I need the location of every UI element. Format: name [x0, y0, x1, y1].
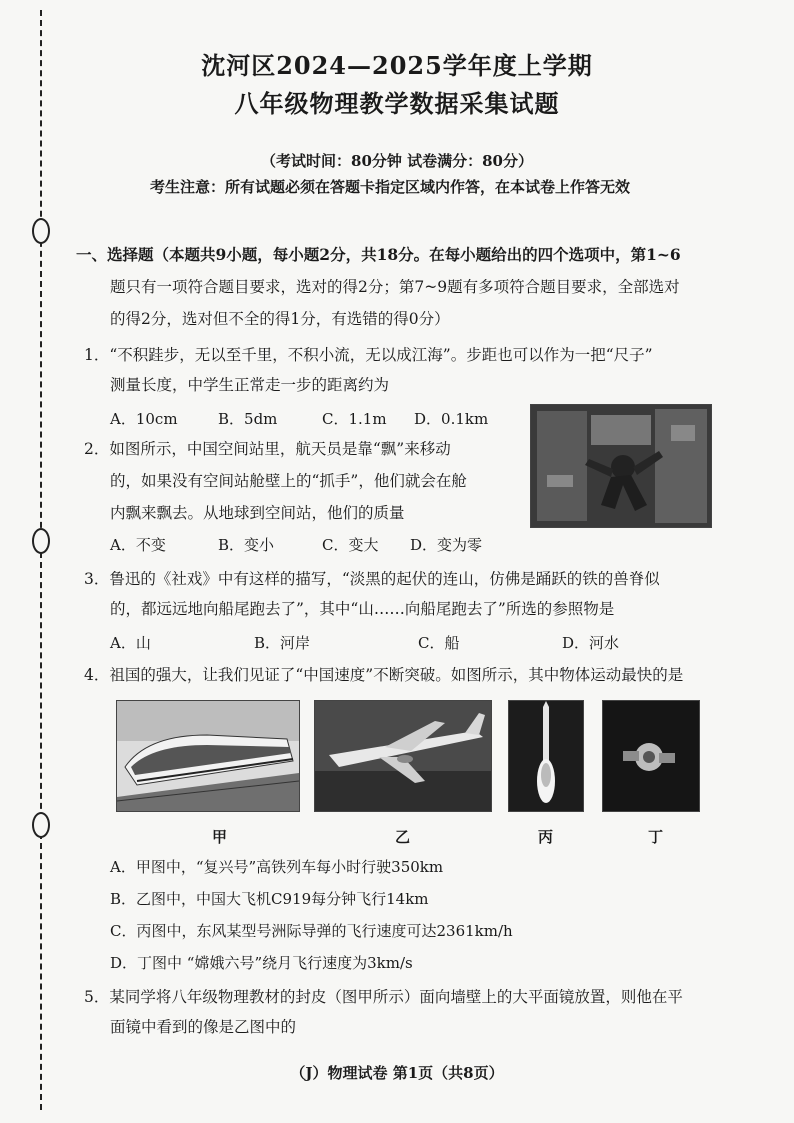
exam-info: （考试时间：80分钟 试卷满分：80分） [261, 152, 533, 170]
punch-hole-2 [32, 528, 50, 554]
exam-title-line2: 八年级物理教学数据采集试题 [234, 89, 560, 118]
exam-title-line1: 沈河区2024—2025学年度上学期 [201, 51, 593, 80]
q2-stem-line2: 的，如果没有空间站舱壁上的“抓手”，他们就会在舱 [110, 472, 467, 490]
page-footer: （J）物理试卷 第1页（共8页） [290, 1064, 504, 1082]
space-station-photo [530, 404, 712, 528]
section1-instruction-line2: 题只有一项符合题目要求，选对的得2分；第7~9题有多项符合题目要求，全部选对 [110, 278, 680, 296]
section1-heading: 一、选择题（本题共9小题，每小题2分，共18分。在每小题给出的四个选项中，第1~6 [76, 245, 681, 264]
q4-option-c: C．丙图中，东风某型号洲际导弹的飞行速度可达2361km/h [110, 922, 513, 940]
caption-yi: 乙 [395, 828, 411, 846]
q5-stem-line1: 5．某同学将八年级物理教材的封皮（图甲所示）面向墙壁上的大平面镜放置，则他在平 [84, 988, 683, 1006]
q4-option-a: A．甲图中，“复兴号”高铁列车每小时行驶350km [110, 858, 444, 876]
photo-yi-c919-plane [314, 700, 492, 812]
photo-ding-change6-probe [602, 700, 700, 812]
q2-stem-line3: 内飘来飘去。从地球到空间站，他们的质量 [110, 504, 405, 522]
q2-option-c: C．变大 [322, 536, 379, 554]
q2-option-d: D．变为零 [410, 536, 483, 554]
q2-stem-line1: 2．如图所示，中国空间站里，航天员是靠“飘”来移动 [84, 440, 451, 458]
q3-option-c: C．船 [418, 634, 460, 652]
caption-ding: 丁 [648, 828, 664, 846]
caption-bing: 丙 [538, 828, 554, 846]
q3-stem-line2: 的，都远远地向船尾跑去了”，其中“山……向船尾跑去了”所选的参照物是 [110, 600, 615, 618]
candidate-notice: 考生注意：所有试题必须在答题卡指定区域内作答，在本试卷上作答无效 [150, 178, 631, 196]
q4-option-b: B．乙图中，中国大飞机C919每分钟飞行14km [110, 890, 429, 908]
q1-stem-line2: 测量长度，中学生正常走一步的距离约为 [110, 376, 390, 394]
q1-option-a: A．10cm [110, 410, 178, 428]
q1-option-d: D．0.1km [414, 410, 489, 428]
q5-stem-line2: 面镜中看到的像是乙图中的 [110, 1018, 297, 1036]
section1-instruction-line3: 的得2分，选对但不全的得1分，有选错的得0分） [110, 310, 450, 328]
q3-option-b: B．河岸 [254, 634, 311, 652]
q2-option-b: B．变小 [218, 536, 275, 554]
q2-option-a: A．不变 [110, 536, 166, 554]
photo-bing-missile [508, 700, 584, 812]
q3-option-d: D．河水 [562, 634, 620, 652]
photo-jia-high-speed-train [116, 700, 300, 812]
q4-option-d: D．丁图中 “嫦娥六号”绕月飞行速度为3km/s [110, 954, 413, 972]
q1-stem-line1: 1．“不积跬步，无以至千里，不积小流，无以成江海”。步距也可以作为一把“尺子” [84, 346, 653, 364]
q4-stem: 4．祖国的强大，让我们见证了“中国速度”不断突破。如图所示，其中物体运动最快的是 [84, 666, 684, 684]
caption-jia: 甲 [212, 828, 228, 846]
punch-hole-3 [32, 812, 50, 838]
q3-stem-line1: 3．鲁迅的《社戏》中有这样的描写，“淡黑的起伏的连山，仿佛是踊跃的铁的兽脊似 [84, 570, 660, 588]
q3-option-a: A．山 [110, 634, 151, 652]
punch-hole-1 [32, 218, 50, 244]
q1-option-c: C．1.1m [322, 410, 387, 428]
q1-option-b: B．5dm [218, 410, 278, 428]
binding-dashed-line [40, 10, 42, 1110]
